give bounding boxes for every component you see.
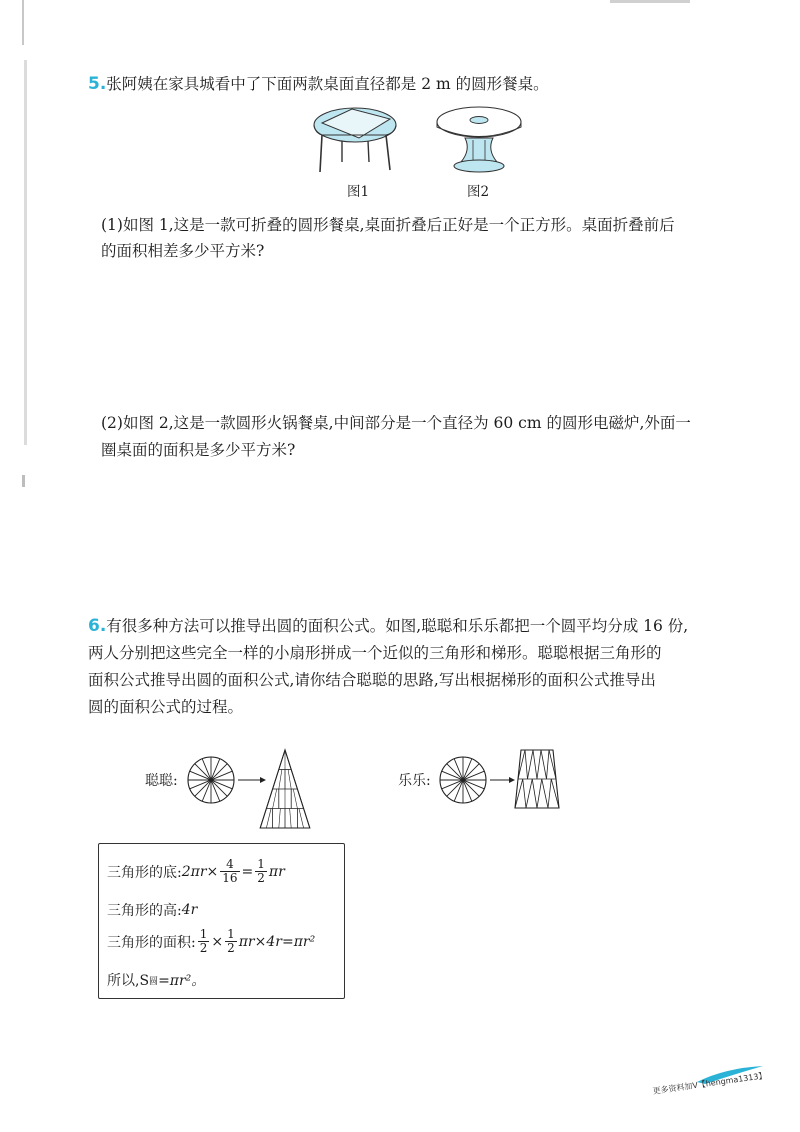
fraction-half: [255, 858, 267, 885]
sector-edge: [285, 750, 291, 770]
sector-edge: [523, 779, 526, 808]
sector-edge: [273, 789, 277, 809]
answer-conclusion: [107, 970, 205, 990]
answer-box: [98, 843, 345, 999]
sector-edge: [260, 809, 266, 829]
binding-edge: [0, 0, 30, 1132]
q5-part2-line1: (2)如图 2,这是一款圆形火锅餐桌,中间部分是一个直径为 60 cm 的圆形电磁炉,外面一: [101, 414, 691, 432]
sector-edge: [532, 779, 537, 808]
sector-edge: [548, 779, 551, 808]
height-label: 三角形的高:: [107, 903, 182, 919]
answer-base: [107, 858, 285, 885]
pi-r: πr: [268, 863, 285, 880]
q5-part1-line1: (1)如图 1,这是一款可折叠的圆形餐桌,桌面折叠后正好是一个正方形。桌面折叠前后: [101, 216, 675, 234]
base-expr: 2πr: [181, 863, 207, 880]
sector-edge: [279, 770, 282, 790]
figure-2-caption: 图2: [467, 184, 490, 200]
sector-edge: [290, 809, 292, 829]
pi-r: πr: [238, 933, 255, 950]
sector-edge: [547, 750, 550, 779]
area-label: 三角形的面积:: [107, 934, 196, 951]
binding-line: [24, 60, 27, 445]
sector-edge: [291, 770, 297, 790]
sector-edge: [266, 789, 272, 809]
sector-edge: [525, 750, 528, 779]
area-tail: ×4r=πr²: [254, 933, 316, 950]
sector-edge: [526, 779, 532, 808]
sector-edge: [297, 789, 303, 809]
q6-line4: 圆的面积公式的过程。: [88, 698, 244, 716]
congcong-label: 聪聪:: [145, 773, 178, 789]
top-edge-mark: [610, 0, 690, 3]
sector-edge: [288, 770, 291, 790]
sector-trapezoid: [515, 750, 559, 808]
q6-line1: [88, 612, 688, 640]
binding-line: [22, 0, 24, 45]
answer-area: [107, 928, 315, 955]
conclusion-sub: 圆: [149, 976, 159, 987]
q5-stem: [88, 70, 549, 98]
lele-label: 乐乐:: [398, 773, 431, 789]
divided-circle: [440, 757, 486, 803]
figure-2-hotpot-table: [435, 100, 523, 176]
sector-edge: [279, 750, 285, 770]
times-sign: ×: [211, 933, 224, 950]
base-label: 三角形的底:: [107, 864, 182, 881]
sector-edge: [541, 750, 547, 779]
frac-num: 4: [226, 857, 234, 871]
sector-edge: [293, 789, 297, 809]
q6-line1-text: 有很多种方法可以推导出圆的面积公式。如图,聪聪和乐乐都把一个圆平均分成 16 份,: [106, 617, 689, 635]
q5-stem-text: 张阿姨在家具城看中了下面两款桌面直径都是 2 m 的圆形餐桌。: [106, 75, 549, 93]
times-sign: ×: [206, 863, 219, 880]
sector-edge: [266, 809, 271, 829]
fraction-half: [198, 928, 210, 955]
frac-den: 16: [222, 871, 238, 885]
sector-edge: [304, 809, 310, 829]
frac-den: 2: [199, 941, 208, 955]
q6-line2: 两人分别把这些完全一样的小扇形拼成一个近似的三角形和梯形。聪聪根据三角形的: [88, 644, 662, 662]
conclusion-prefix: 所以,S: [107, 973, 150, 989]
congcong-diagram: [186, 748, 311, 830]
sector-edge: [273, 770, 279, 790]
frac-den: 2: [227, 941, 235, 955]
figure-1-folding-table: [312, 100, 398, 176]
figure-1-caption: 图1: [347, 184, 370, 200]
sector-edge: [299, 809, 304, 829]
sector-edge: [279, 809, 281, 829]
fraction-4-16: [220, 858, 239, 885]
frac-num: 1: [199, 927, 208, 941]
footer-note: 更多资料加V【hengma1313】: [652, 1071, 767, 1096]
height-value: 4r: [181, 902, 198, 918]
frac-den: 2: [257, 871, 265, 885]
q5-part2-line2: 圈桌面的面积是多少平方米?: [101, 441, 296, 459]
divided-circle: [188, 757, 234, 803]
conclusion-tail: =πr²。: [158, 973, 206, 989]
sector-triangle: [260, 750, 310, 828]
fraction-half: [225, 928, 237, 955]
q6-line3: 面积公式推导出圆的面积公式,请你结合聪聪的思路,写出根据梯形的面积公式推导出: [88, 671, 656, 689]
q6-number: 6.: [88, 616, 107, 636]
q5-part1-line2: 的面积相差多少平方米?: [101, 242, 265, 260]
frac-num: 1: [227, 927, 235, 941]
sector-edge: [542, 779, 548, 808]
sector-edge: [533, 750, 537, 779]
sector-edge: [537, 750, 541, 779]
answer-height: [107, 900, 197, 920]
q5-number: 5.: [88, 74, 107, 94]
lele-diagram: [437, 748, 567, 813]
sector-edge: [537, 779, 542, 808]
binding-mark: [22, 475, 25, 487]
sector-edge: [528, 750, 534, 779]
equals-sign: =: [241, 863, 254, 880]
frac-num: 1: [257, 857, 265, 871]
